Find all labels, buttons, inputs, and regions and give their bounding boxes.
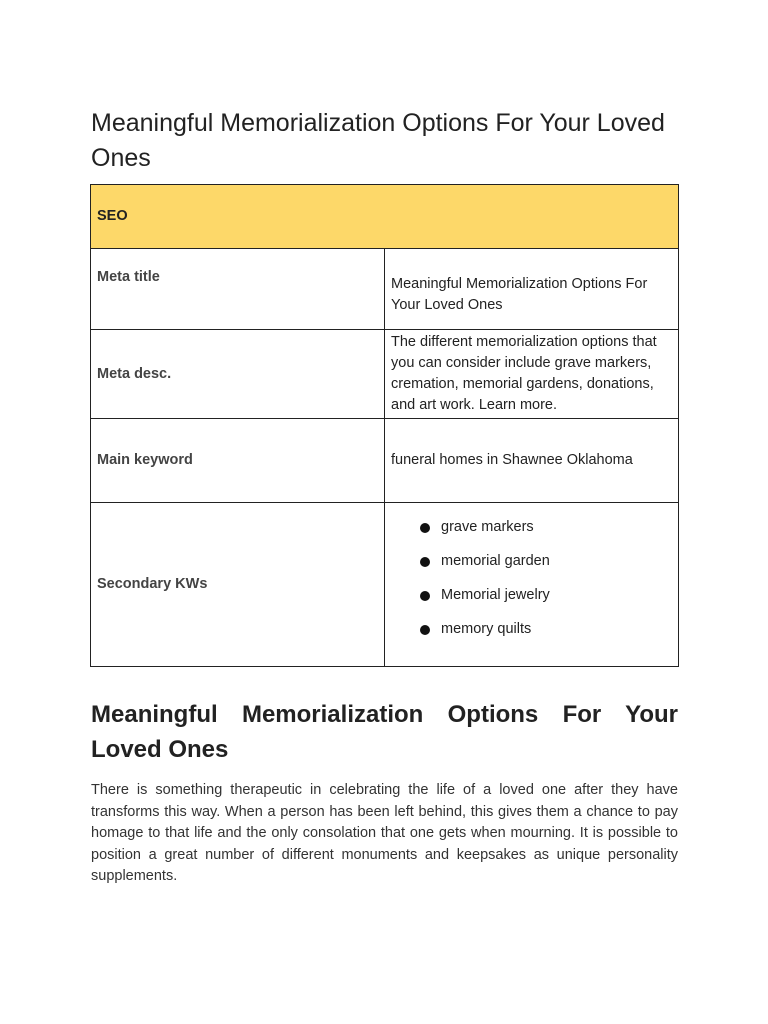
article-heading: Meaningful Memorialization Options For Your Loved Ones xyxy=(91,701,678,763)
bullet-icon xyxy=(420,625,430,635)
list-item xyxy=(417,517,672,551)
main-keyword-label: Main keyword xyxy=(91,419,385,503)
bullet-icon xyxy=(420,557,430,567)
seo-table xyxy=(90,184,679,667)
list-item xyxy=(417,619,672,653)
seo-header-row xyxy=(91,185,679,249)
meta-desc-value: The different memorialization options that you can consider include grave markers, cremation, memorial gardens, donations, and art work. Learn more. xyxy=(385,330,679,419)
table-row xyxy=(91,330,679,419)
table-row xyxy=(91,503,679,667)
main-keyword-value: funeral homes in Shawnee Oklahoma xyxy=(385,419,679,503)
meta-title-value: Meaningful Memorialization Options For Your Loved Ones xyxy=(385,249,679,330)
list-item xyxy=(417,551,672,585)
list-item-text: Memorial jewelry xyxy=(441,586,550,603)
article-paragraph: There is something therapeutic in celebrating the life of a loved one after they have transforms this way. When a person has been left behind, this gives them a chance to pay homage to that life and the only consolation that one gets when mourning. It is possible to position a great number of different monuments and keepsakes as unique personality supplements. xyxy=(91,782,678,884)
list-item-text: grave markers xyxy=(441,518,534,535)
bullet-icon xyxy=(420,523,430,533)
meta-title-label: Meta title xyxy=(91,249,385,330)
meta-desc-label: Meta desc. xyxy=(91,330,385,419)
document-title: Meaningful Memorialization Options For Your Loved Ones xyxy=(91,109,665,172)
secondary-kws-list xyxy=(391,517,672,653)
seo-header-cell: SEO xyxy=(91,185,679,249)
table-row xyxy=(91,249,679,330)
bullet-icon xyxy=(420,591,430,601)
table-row xyxy=(91,419,679,503)
secondary-kws-value xyxy=(385,503,679,667)
list-item-text: memorial garden xyxy=(441,552,550,569)
list-item-text: memory quilts xyxy=(441,620,532,637)
list-item xyxy=(417,585,672,619)
secondary-kws-label: Secondary KWs xyxy=(91,503,385,667)
